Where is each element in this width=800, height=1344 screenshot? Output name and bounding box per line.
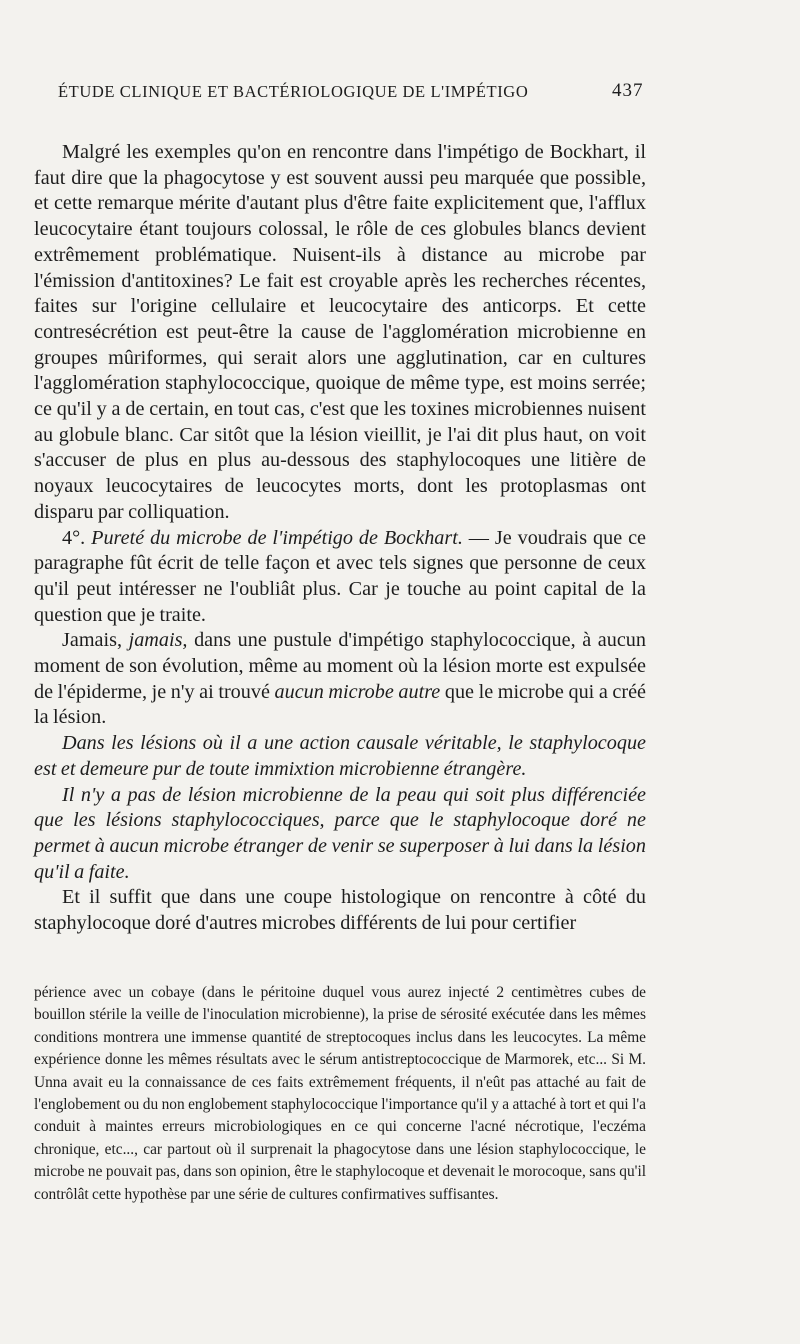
- paragraph-jamais: [34, 628, 646, 731]
- running-title: ÉTUDE CLINIQUE ET BACTÉRIOLOGIQUE DE L'IMPÉTIGO: [58, 82, 529, 101]
- emphasis-aucun-microbe: aucun microbe autre: [274, 680, 441, 703]
- section-number: 4°.: [62, 526, 86, 549]
- section-title: Pureté du microbe de l'impétigo de Bockhart.: [91, 526, 463, 549]
- footnote: [34, 982, 646, 1206]
- main-text: [34, 140, 646, 937]
- emphasis-jamais: jamais,: [128, 629, 188, 652]
- paragraph-purete: [34, 526, 646, 629]
- text-span: dans une pustule d'impétigo staphylococcique, à aucun moment de son évolution, même au moment où la lésion morte est expulsée de l'épiderme, je n'y ai trouvé: [34, 629, 646, 703]
- footnote-text: périence avec un cobaye (dans le péritoine duquel vous aurez injecté 2 centimètres cubes de bouillon stérile la veille de l'inoculation microbienne), la prise de sérosité exécutée dans les mêmes conditions montrera une immense quantité de streptocoques inclus dans les leucocytes. La même expérience donne les mêmes résultats avec le sérum antistreptococcique de Marmorek, etc... Si M. Unna avait eu la connaissance de ces faits extrêmement fréquents, il n'eût pas attaché au fait de l'englobement ou du non englobement staphylococcique l'importance qu'il y a attaché à tort et qui l'a conduit à maintes erreurs microbiologiques en ce qui concerne l'acné nécrotique, l'eczéma chronique, etc..., car partout où il surprenait la phagocytose dans une lésion staphylococcique, le microbe ne pouvait pas, dans son opinion, être le staphylocoque et devenait le morocoque, sans qu'il contrôlât cette hypothèse par une série de cultures confirmatives suffisantes.: [34, 984, 646, 1203]
- paragraph-staphylocoque-pur: Dans les lésions où il a une action causale véritable, le staphylocoque est et demeure pur de toute immixtion microbienne étrangère.: [34, 732, 646, 780]
- paragraph-coupe-histologique: Et il suffit que dans une coupe histologique on rencontre à côté du staphylocoque doré d'autres microbes différents de lui pour certifier: [34, 886, 646, 935]
- section-text: — Je voudrais que ce paragraphe fût écrit de telle façon et avec tels signes que personne de ceux qu'il peut intéresser ne l'oubliât plus. Car je touche au point capital de la question que je traite.: [34, 526, 646, 626]
- paragraph-lesion-differenciee: Il n'y a pas de lésion microbienne de la peau qui soit plus différenciée que les lésions staphylococciques, parce que le staphylocoque doré ne permet à aucun microbe étranger de venir se superposer à lui dans la lésion qu'il a faite.: [34, 783, 646, 883]
- page-number: 437: [612, 80, 644, 101]
- paragraph-phagocytose: Malgré les exemples qu'on en rencontre dans l'impétigo de Bockhart, il faut dire que la phagocytose y est souvent aussi peu marquée que possible, et cette remarque mérite d'autant plus d'être faite explicitement que, l'afflux leucocytaire étant toujours colossal, le rôle de ces globules blancs devient extrêmement problématique. Nuisent-ils à distance au microbe par l'émission d'antitoxines? Le fait est croyable après les recherches récentes, faites sur l'origine cellulaire et leucocytaire des anticorps. Et cette contresécrétion est peut-être la cause de l'agglomération microbienne en groupes mûriformes, qui serait alors une agglutination, car en cultures l'agglomération staphylococcique, quoique de même type, est moins serrée; ce qu'il y a de certain, en tout cas, c'est que les toxines microbiennes nuisent au globule blanc. Car sitôt que la lésion vieillit, je l'ai dit plus haut, on voit s'accuser de plus en plus au-dessous des staphylocoques une litière de noyaux leucocytaires de leucocytes morts, dont les protoplasmas ont disparu par colliquation.: [34, 141, 646, 523]
- text-span: Jamais,: [62, 629, 129, 652]
- text-span: que le microbe qui a créé la lésion.: [34, 680, 647, 729]
